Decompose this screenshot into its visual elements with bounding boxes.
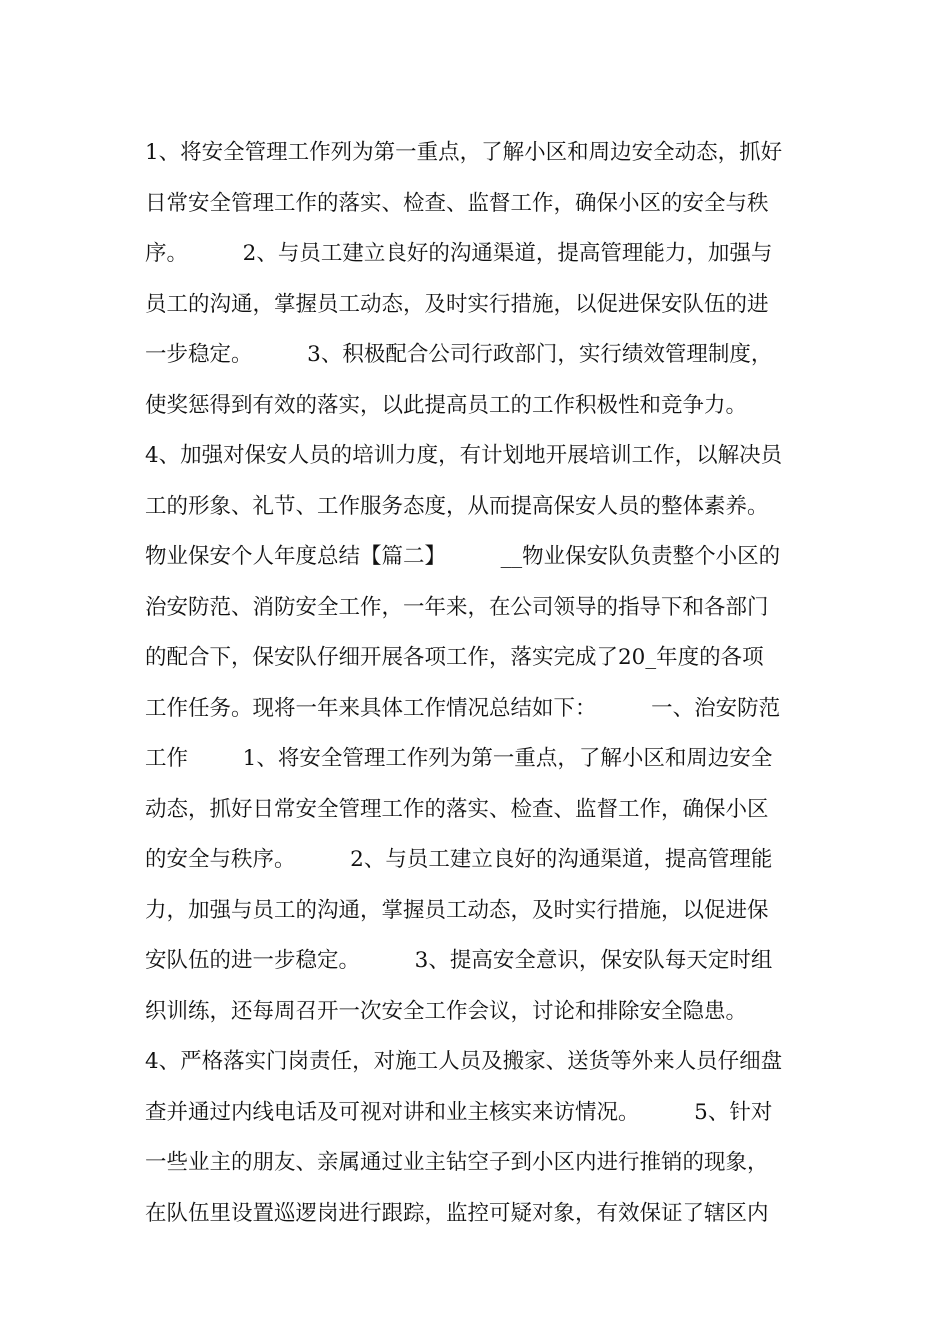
text-line: 使奖惩得到有效的落实，以此提高员工的工作积极性和竞争力。 <box>145 392 748 418</box>
text-line: 一步稳定。 3、积极配合公司行政部门，实行绩效管理制度， <box>145 342 773 367</box>
text-line: 力，加强与员工的沟通，掌握员工动态，及时实行措施，以促进保 <box>145 897 769 923</box>
text-line: 的安全与秩序。 2、与员工建立良好的沟通渠道，提高管理能 <box>145 847 773 872</box>
text-line: 序。 2、与员工建立良好的沟通渠道，提高管理能力，加强与 <box>145 241 773 266</box>
body-text <box>145 128 815 1239</box>
text-line: 4、严格落实门岗责任，对施工人员及搬家、送货等外来人员仔细盘 <box>145 1049 783 1074</box>
text-line: 治安防范、消防安全工作，一年来，在公司领导的指导下和各部门 <box>145 594 769 620</box>
text-line: 一些业主的朋友、亲属通过业主钻空子到小区内进行推销的现象， <box>145 1150 769 1175</box>
text-line: 的配合下，保安队仔细开展各项工作，落实完成了20_年度的各项 <box>145 645 764 670</box>
text-line: 日常安全管理工作的落实、检查、监督工作，确保小区的安全与秩 <box>145 190 769 216</box>
text-line: 工作 1、将安全管理工作列为第一重点，了解小区和周边安全 <box>145 746 773 771</box>
text-line: 员工的沟通，掌握员工动态，及时实行措施，以促进保安队伍的进 <box>145 291 769 317</box>
text-line: 工作任务。现将一年来具体工作情况总结如下： 一、治安防范 <box>145 695 781 721</box>
text-line: 安队伍的进一步稳定。 3、提高安全意识，保安队每天定时组 <box>145 948 773 973</box>
text-line: 动态，抓好日常安全管理工作的落实、检查、监督工作，确保小区 <box>145 796 769 822</box>
text-line: 1、将安全管理工作列为第一重点，了解小区和周边安全动态，抓好 <box>145 140 783 165</box>
text-line: 在队伍里设置巡逻岗进行跟踪，监控可疑对象，有效保证了辖区内 <box>145 1200 769 1226</box>
text-line: 查并通过内线电话及可视对讲和业主核实来访情况。 5、针对 <box>145 1099 773 1125</box>
section-heading-line: 物业保安个人年度总结【篇二】 __物业保安队负责整个小区的 <box>145 544 781 569</box>
text-line: 4、加强对保安人员的培训力度，有计划地开展培训工作，以解决员 <box>145 443 783 468</box>
text-line: 织训练，还每周召开一次安全工作会议，讨论和排除安全隐患。 <box>145 998 748 1024</box>
text-line: 工的形象、礼节、工作服务态度，从而提高保安人员的整体素养。 <box>145 493 769 519</box>
